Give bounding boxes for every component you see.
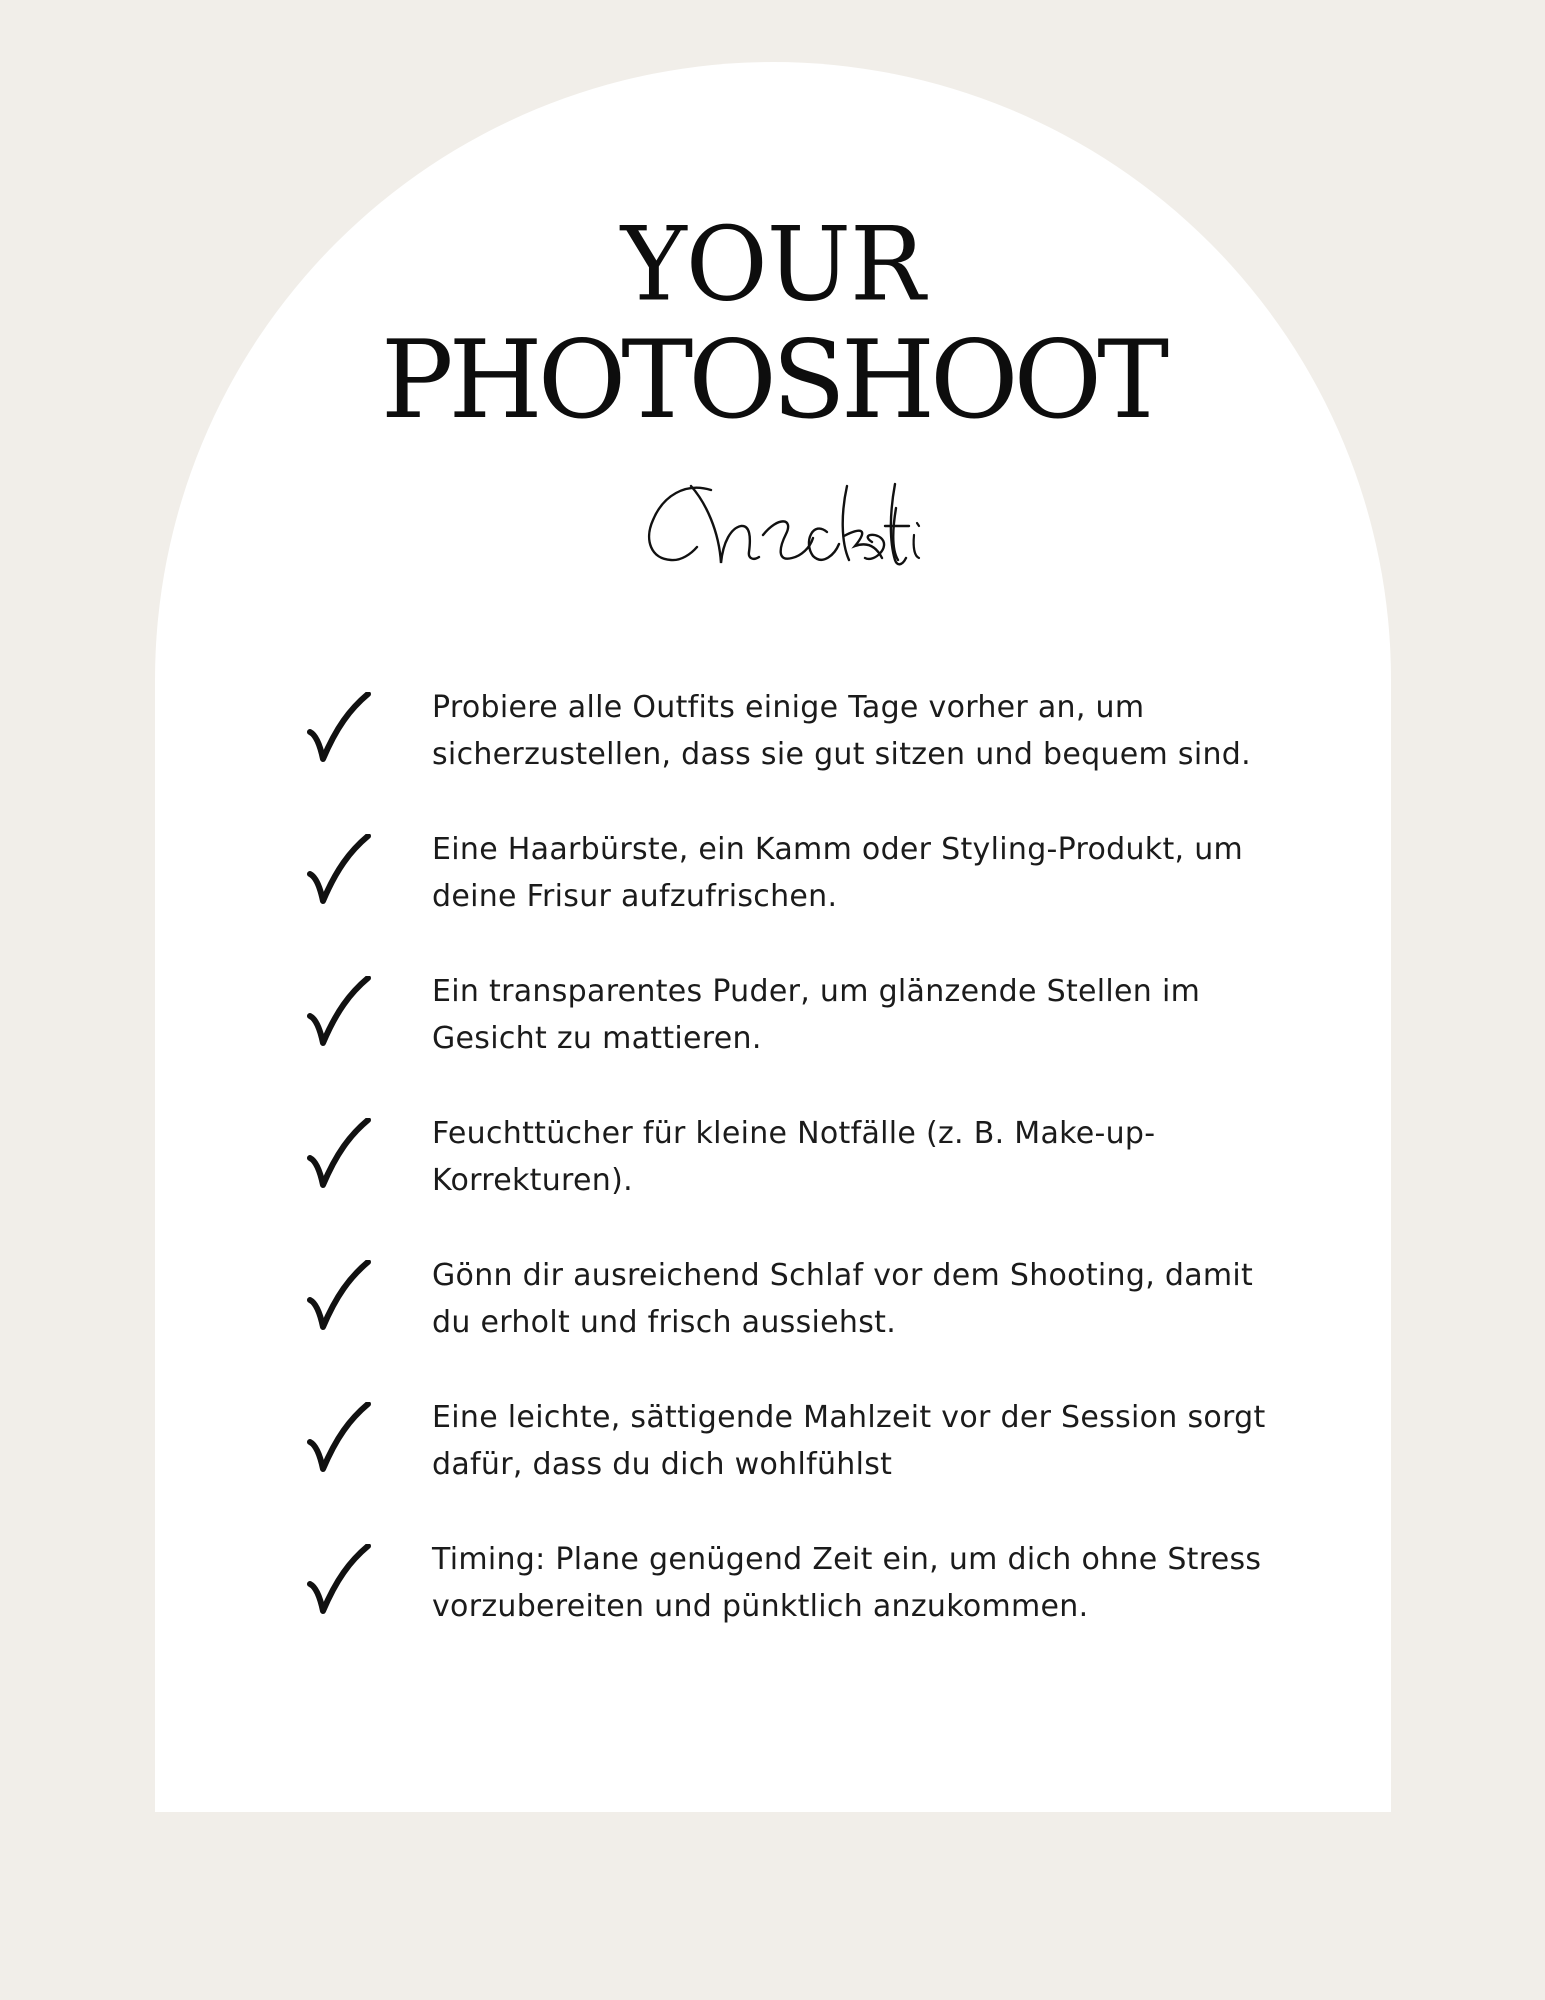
checklist-item-text bbox=[432, 1394, 1292, 1488]
checklist-item-line: Feuchttücher für kleine Notfälle (z. B. Make-up- bbox=[432, 1116, 1156, 1151]
checklist-item-line: du erholt und frisch aussiehst. bbox=[432, 1305, 897, 1340]
checklist-item-line: Ein transparentes Puder, um glänzende Stellen im bbox=[432, 974, 1201, 1009]
checkmark-icon bbox=[302, 1402, 376, 1482]
checklist-item-line: sicherzustellen, dass sie gut sitzen und bequem sind. bbox=[432, 737, 1251, 772]
checklist-item-text bbox=[432, 826, 1292, 920]
title-line-2: PHOTOSHOOT bbox=[380, 318, 1165, 443]
checkmark-icon bbox=[302, 834, 376, 914]
checkmark-icon bbox=[302, 692, 376, 772]
checklist-item-line: vorzubereiten und pünktlich anzukommen. bbox=[432, 1589, 1089, 1624]
checklist-item-line: Gönn dir ausreichend Schlaf vor dem Shooting, damit bbox=[432, 1258, 1254, 1293]
checklist-item-line: dafür, dass du dich wohlfühlst bbox=[432, 1447, 893, 1482]
checklist-item-text bbox=[432, 684, 1292, 778]
checklist-item-text bbox=[432, 1110, 1292, 1204]
checklist-item-line: Korrekturen). bbox=[432, 1163, 633, 1198]
checklist-item-line: Eine leichte, sättigende Mahlzeit vor der Session sorgt bbox=[432, 1400, 1266, 1435]
checklist-item-text bbox=[432, 1252, 1292, 1346]
title-line-1: YOUR bbox=[620, 204, 925, 325]
checkmark-icon bbox=[302, 976, 376, 1056]
checkmark-icon bbox=[302, 1544, 376, 1624]
checklist-item-line: Timing: Plane genügend Zeit ein, um dich ohne Stress bbox=[432, 1542, 1262, 1577]
checklist-item-line: deine Frisur aufzufrischen. bbox=[432, 879, 838, 914]
checkmark-icon bbox=[302, 1260, 376, 1340]
checklist-item-text bbox=[432, 1536, 1292, 1630]
checklist-item-line: Probiere alle Outfits einige Tage vorher an, um bbox=[432, 690, 1145, 725]
checklist-item-line: Gesicht zu mattieren. bbox=[432, 1021, 762, 1056]
checkmark-icon bbox=[302, 1118, 376, 1198]
checklist-item-text bbox=[432, 968, 1292, 1062]
checklist-item-line: Eine Haarbürste, ein Kamm oder Styling-Produkt, um bbox=[432, 832, 1244, 867]
